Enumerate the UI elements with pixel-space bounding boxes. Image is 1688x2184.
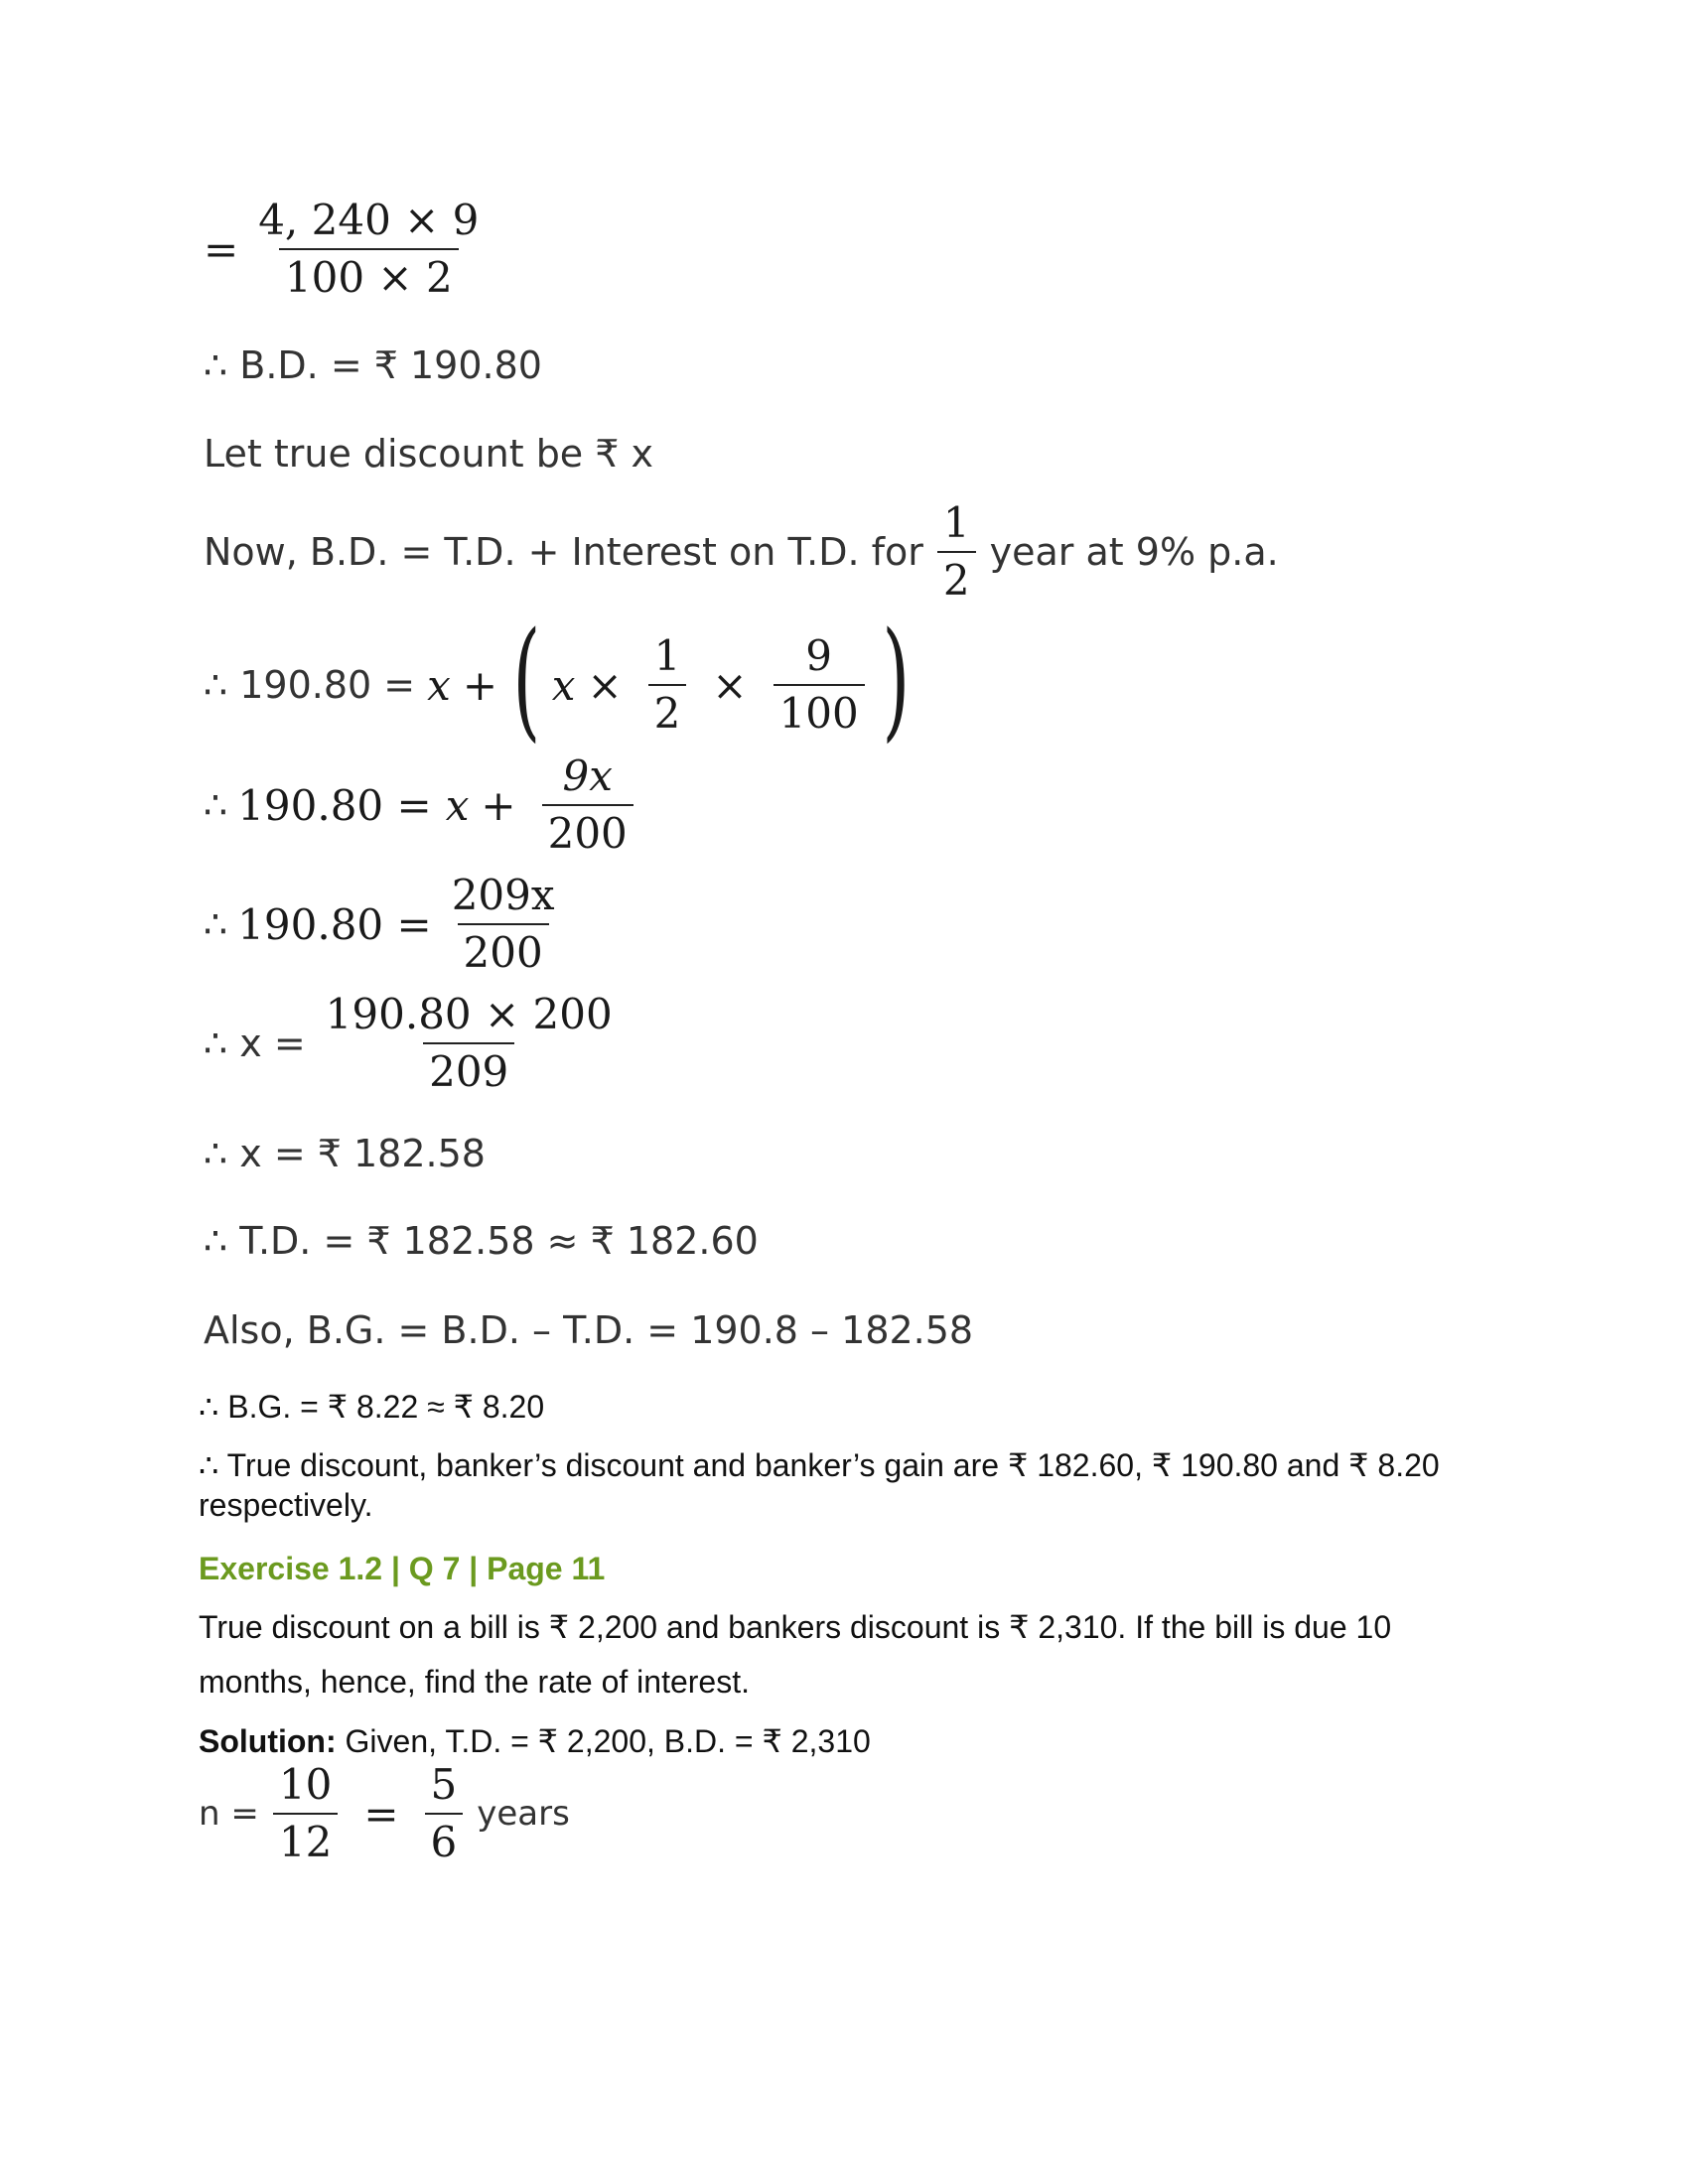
question-text: True discount on a bill is ₹ 2,200 and bankers discount is ₹ 2,310. If the bill is due 10 months, hence, find the rate of interest. [199, 1609, 1392, 1700]
td-result: ∴ T.D. = ₹ 182.58 ≈ ₹ 182.60 [204, 1219, 759, 1263]
fraction [320, 990, 619, 1097]
fraction [252, 196, 485, 303]
bankers-gain-line: Also, B.G. = B.D. – T.D. = 190.8 – 182.58 [204, 1308, 974, 1352]
fraction-denominator: 209 [423, 1042, 514, 1094]
times-sign: × [587, 660, 623, 710]
fraction-denominator: 2 [937, 551, 976, 603]
therefore-symbol: ∴ [204, 783, 228, 828]
fraction-numerator: 5 [430, 1760, 458, 1809]
fraction-denominator: 2 [648, 684, 687, 736]
equation-lhs: ∴ 190.80 = [204, 663, 416, 707]
x-result: ∴ x = ₹ 182.58 [204, 1132, 486, 1175]
solution-text: Given, T.D. = ₹ 2,200, B.D. = ₹ 2,310 [336, 1723, 871, 1759]
bg-result: ∴ B.G. = ₹ 8.22 ≈ ₹ 8.20 [199, 1389, 545, 1425]
now-line [204, 498, 1279, 606]
open-paren: ( [512, 604, 541, 754]
equals-sign: = [363, 1789, 399, 1839]
fraction-numerator: 9x [562, 751, 613, 800]
years-unit: years [477, 1794, 570, 1835]
fraction-months [273, 1760, 338, 1867]
step-fraction [204, 196, 498, 303]
fraction-numerator: 1 [653, 630, 681, 680]
fraction-denominator: 100 × 2 [279, 248, 459, 300]
fraction-denominator: 100 [774, 684, 865, 736]
fraction-numerator: 1 [942, 498, 970, 547]
fraction-numerator: 209x [451, 871, 555, 919]
fraction [446, 871, 561, 978]
fraction-numerator: 190.80 × 200 [325, 990, 613, 1038]
equation-3 [204, 871, 575, 978]
fraction [542, 751, 633, 859]
equation-lhs: ∴ x = [204, 1022, 306, 1066]
close-paren: ) [882, 604, 911, 754]
let-true-discount: Let true discount be ₹ x [204, 432, 654, 476]
equation-lhs: 190.80 = [237, 780, 432, 830]
equals-sign: = [204, 224, 239, 274]
n-line [199, 1760, 570, 1867]
fraction-denominator: 200 [542, 804, 633, 856]
times-sign: × [712, 660, 748, 710]
solution-label: Solution: [199, 1722, 337, 1759]
fraction-denominator: 200 [458, 923, 549, 975]
plus-sign: + [462, 660, 498, 710]
fraction-denominator: 6 [425, 1813, 464, 1864]
fraction-numerator: 4, 240 × 9 [258, 196, 480, 244]
now-line-suffix: year at 9% p.a. [989, 530, 1279, 575]
fraction-rate [774, 630, 865, 738]
bd-result: ∴ B.D. = ₹ 190.80 [204, 343, 542, 387]
variable-x: x [445, 780, 470, 830]
exercise-heading: Exercise 1.2 | Q 7 | Page 11 [199, 1551, 606, 1586]
equation-1 [204, 604, 913, 754]
fraction-one-half [648, 630, 687, 738]
equation-4 [204, 990, 633, 1097]
variable-x: x [427, 660, 451, 710]
therefore-symbol: ∴ [204, 902, 228, 947]
variable-x: x [551, 660, 576, 710]
n-lhs: n = [199, 1794, 259, 1835]
equation-lhs: 190.80 = [237, 899, 432, 949]
plus-sign: + [481, 780, 516, 830]
now-line-text: Now, B.D. = T.D. + Interest on T.D. for [204, 530, 923, 575]
conclusion-text: ∴ True discount, banker’s discount and banker’s gain are ₹ 182.60, ₹ 190.80 and ₹ 8.20 respectively. [199, 1447, 1440, 1523]
fraction-numerator: 10 [278, 1760, 333, 1809]
fraction-denominator: 12 [273, 1813, 338, 1864]
fraction-years [425, 1760, 464, 1867]
fraction-numerator: 9 [805, 630, 833, 680]
half-fraction [937, 498, 976, 606]
solution-line [199, 1722, 871, 1760]
equation-2 [204, 751, 647, 859]
